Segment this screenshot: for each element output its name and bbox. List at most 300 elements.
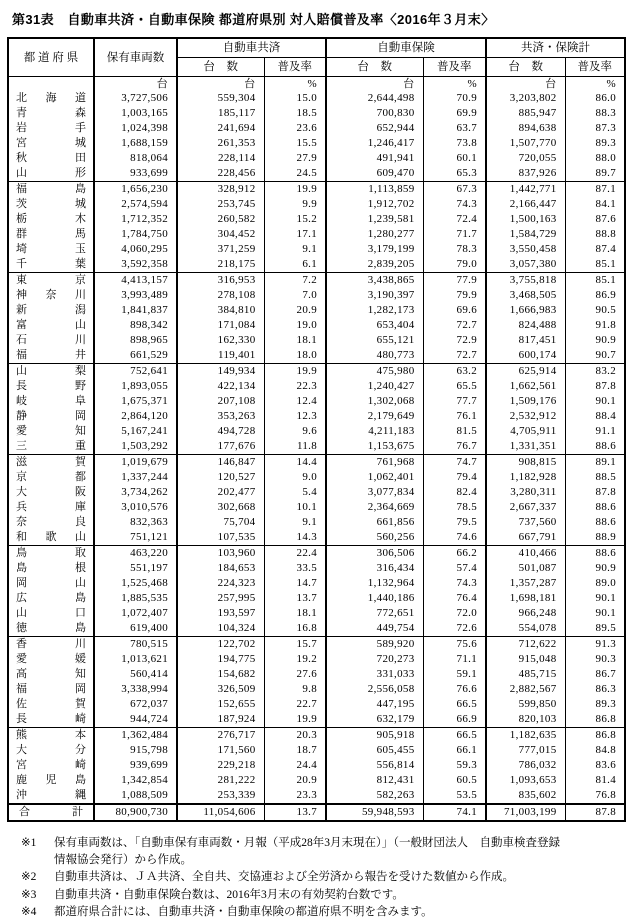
vehicle-count: 1,784,750 bbox=[94, 227, 177, 242]
prefecture-name: 山 梨 bbox=[16, 365, 86, 377]
total-count: 3,755,818 bbox=[486, 273, 565, 289]
vehicle-count: 463,220 bbox=[94, 546, 177, 562]
vehicle-count: 1,893,055 bbox=[94, 379, 177, 394]
hoken-count: 316,434 bbox=[326, 561, 423, 576]
prefecture-name: 滋 賀 bbox=[16, 456, 86, 468]
kyosai-rate: 9.6 bbox=[264, 424, 326, 439]
vehicle-count: 1,885,535 bbox=[94, 591, 177, 606]
vehicle-count: 2,864,120 bbox=[94, 409, 177, 424]
kyosai-rate: 14.3 bbox=[264, 530, 326, 546]
prefecture-name: 山 口 bbox=[16, 607, 86, 619]
hoken-count: 306,506 bbox=[326, 546, 423, 562]
kyosai-count: 241,694 bbox=[177, 121, 264, 136]
total-rate: 88.5 bbox=[565, 470, 625, 485]
vehicle-count: 1,013,621 bbox=[94, 652, 177, 667]
kyosai-count: 228,456 bbox=[177, 166, 264, 182]
total-rate: 88.9 bbox=[565, 530, 625, 546]
hoken-rate: 79.9 bbox=[423, 288, 486, 303]
kyosai-rate: 18.5 bbox=[264, 106, 326, 121]
total-count: 667,791 bbox=[486, 530, 565, 546]
kyosai-count: 261,353 bbox=[177, 136, 264, 151]
hoken-count: 1,440,186 bbox=[326, 591, 423, 606]
hoken-count: 905,918 bbox=[326, 728, 423, 744]
vehicle-count: 619,400 bbox=[94, 621, 177, 637]
kyosai-count: 207,108 bbox=[177, 394, 264, 409]
kyosai-count: 120,527 bbox=[177, 470, 264, 485]
prefecture-name: 岡 山 bbox=[16, 577, 86, 589]
kyosai-rate: 24.5 bbox=[264, 166, 326, 182]
total-rate: 87.6 bbox=[565, 212, 625, 227]
kyosai-count: 103,960 bbox=[177, 546, 264, 562]
hoken-count: 653,404 bbox=[326, 318, 423, 333]
table-row bbox=[8, 576, 625, 591]
kyosai-count: 152,655 bbox=[177, 697, 264, 712]
total-rate: 86.0 bbox=[565, 91, 625, 106]
hoken-count: 449,754 bbox=[326, 621, 423, 637]
kyosai-count: 119,401 bbox=[177, 348, 264, 364]
kyosai-count: 260,582 bbox=[177, 212, 264, 227]
kyosai-rate: 14.7 bbox=[264, 576, 326, 591]
total-rate: 88.4 bbox=[565, 409, 625, 424]
total-count: 1,357,287 bbox=[486, 576, 565, 591]
kyosai-rate: 9.1 bbox=[264, 515, 326, 530]
kyosai-rate: 33.5 bbox=[264, 561, 326, 576]
kyosai-rate: 17.1 bbox=[264, 227, 326, 242]
table-row bbox=[8, 455, 625, 471]
table-row bbox=[8, 743, 625, 758]
kyosai-count: 177,676 bbox=[177, 439, 264, 455]
col-header-kyosai-count: 台 数 bbox=[177, 58, 264, 77]
hoken-count: 447,195 bbox=[326, 697, 423, 712]
kyosai-count: 187,924 bbox=[177, 712, 264, 728]
table-row bbox=[8, 121, 625, 136]
total-rate: 90.9 bbox=[565, 333, 625, 348]
hoken-rate: 82.4 bbox=[423, 485, 486, 500]
total-rate: 86.8 bbox=[565, 712, 625, 728]
note-item bbox=[21, 904, 625, 921]
prefecture-name: 新 潟 bbox=[16, 304, 86, 316]
prefecture-name: 熊 本 bbox=[16, 729, 86, 741]
hoken-rate: 57.4 bbox=[423, 561, 486, 576]
vehicle-count: 1,337,244 bbox=[94, 470, 177, 485]
col-header-hoken-count: 台 数 bbox=[326, 58, 423, 77]
table-title: 第31表 自動車共済・自動車保険 都道府県別 対人賠償普及率〈2016年３月末〉 bbox=[12, 12, 495, 27]
hoken-rate: 70.9 bbox=[423, 91, 486, 106]
vehicle-count: 3,010,576 bbox=[94, 500, 177, 515]
total-rate: 86.9 bbox=[565, 288, 625, 303]
total-rate: 89.5 bbox=[565, 621, 625, 637]
table-row bbox=[8, 712, 625, 728]
kyosai-rate: 11.8 bbox=[264, 439, 326, 455]
total-count: 3,280,311 bbox=[486, 485, 565, 500]
table-row bbox=[8, 682, 625, 697]
kyosai-rate: 20.9 bbox=[264, 773, 326, 788]
table-row bbox=[8, 197, 625, 212]
hoken-rate: 78.5 bbox=[423, 500, 486, 515]
hoken-count: 1,239,581 bbox=[326, 212, 423, 227]
hoken-count: 1,912,702 bbox=[326, 197, 423, 212]
kyosai-rate: 22.3 bbox=[264, 379, 326, 394]
total-rate: 89.7 bbox=[565, 166, 625, 182]
vehicle-count: 1,675,371 bbox=[94, 394, 177, 409]
total-count: 3,550,458 bbox=[486, 242, 565, 257]
total-count: 2,166,447 bbox=[486, 197, 565, 212]
table-row bbox=[8, 409, 625, 424]
total-rate: 90.7 bbox=[565, 348, 625, 364]
kyosai-rate: 6.1 bbox=[264, 257, 326, 273]
hoken-rate: 66.9 bbox=[423, 712, 486, 728]
kyosai-count: 326,509 bbox=[177, 682, 264, 697]
total-count: 1,182,928 bbox=[486, 470, 565, 485]
hoken-rate: 66.1 bbox=[423, 743, 486, 758]
vehicle-count: 551,197 bbox=[94, 561, 177, 576]
hoken-rate: 76.7 bbox=[423, 439, 486, 455]
total-row bbox=[8, 804, 625, 821]
kyosai-count: 162,330 bbox=[177, 333, 264, 348]
kyosai-count: 384,810 bbox=[177, 303, 264, 318]
kyosai-rate: 27.9 bbox=[264, 151, 326, 166]
table-row bbox=[8, 621, 625, 637]
kyosai-rate: 13.7 bbox=[264, 591, 326, 606]
table-row bbox=[8, 788, 625, 804]
total-count: 501,087 bbox=[486, 561, 565, 576]
prefecture-name: 長 崎 bbox=[16, 713, 86, 725]
prefecture-name: 岩 手 bbox=[16, 122, 86, 134]
total-rate: 81.4 bbox=[565, 773, 625, 788]
hoken-count: 2,644,498 bbox=[326, 91, 423, 106]
vehicle-count: 5,167,241 bbox=[94, 424, 177, 439]
table-row bbox=[8, 515, 625, 530]
note-item bbox=[21, 887, 625, 904]
prefecture-name: 大 分 bbox=[16, 744, 86, 756]
total-rate: 90.1 bbox=[565, 394, 625, 409]
vehicle-count: 1,072,407 bbox=[94, 606, 177, 621]
kyosai-count: 11,054,606 bbox=[177, 804, 264, 821]
note-text: 自動車共済は、ＪＡ共済、全自共、交協連および全労済から報告を受けた数値から作成。 bbox=[54, 871, 514, 883]
total-rate: 88.8 bbox=[565, 227, 625, 242]
total-count: 820,103 bbox=[486, 712, 565, 728]
notes bbox=[7, 835, 625, 921]
table-row bbox=[8, 288, 625, 303]
kyosai-rate: 15.2 bbox=[264, 212, 326, 227]
hoken-count: 582,263 bbox=[326, 788, 423, 804]
kyosai-count: 302,668 bbox=[177, 500, 264, 515]
vehicle-count: 1,362,484 bbox=[94, 728, 177, 744]
hoken-count: 661,856 bbox=[326, 515, 423, 530]
vehicle-count: 672,037 bbox=[94, 697, 177, 712]
kyosai-count: 253,339 bbox=[177, 788, 264, 804]
kyosai-rate: 18.7 bbox=[264, 743, 326, 758]
total-count: 908,815 bbox=[486, 455, 565, 471]
hoken-rate: 74.3 bbox=[423, 576, 486, 591]
total-rate: 83.6 bbox=[565, 758, 625, 773]
table-row bbox=[8, 470, 625, 485]
kyosai-rate: 19.0 bbox=[264, 318, 326, 333]
unit-total-rate: % bbox=[565, 77, 625, 92]
prefecture-name: 佐 賀 bbox=[16, 698, 86, 710]
kyosai-count: 202,477 bbox=[177, 485, 264, 500]
hoken-rate: 79.0 bbox=[423, 257, 486, 273]
prefecture-name: 神 奈 川 bbox=[16, 289, 86, 301]
hoken-count: 475,980 bbox=[326, 364, 423, 380]
total-count: 1,698,181 bbox=[486, 591, 565, 606]
vehicle-count: 1,024,398 bbox=[94, 121, 177, 136]
kyosai-rate: 19.9 bbox=[264, 712, 326, 728]
vehicle-count: 3,592,358 bbox=[94, 257, 177, 273]
vehicle-count: 944,724 bbox=[94, 712, 177, 728]
kyosai-rate: 19.2 bbox=[264, 652, 326, 667]
hoken-count: 2,364,669 bbox=[326, 500, 423, 515]
note-label: ※2 bbox=[21, 871, 37, 883]
prefecture-name: 鹿 児 島 bbox=[16, 774, 86, 786]
table-row bbox=[8, 530, 625, 546]
kyosai-rate: 13.7 bbox=[264, 804, 326, 821]
total-count: 1,093,653 bbox=[486, 773, 565, 788]
table-row bbox=[8, 394, 625, 409]
prefecture-name: 鳥 取 bbox=[16, 547, 86, 559]
kyosai-count: 154,682 bbox=[177, 667, 264, 682]
prefecture-name: 秋 田 bbox=[16, 152, 86, 164]
total-count: 2,882,567 bbox=[486, 682, 565, 697]
kyosai-count: 257,995 bbox=[177, 591, 264, 606]
vehicle-count: 3,993,489 bbox=[94, 288, 177, 303]
total-rate: 86.3 bbox=[565, 682, 625, 697]
vehicle-count: 3,734,262 bbox=[94, 485, 177, 500]
unit-empty bbox=[8, 77, 94, 92]
hoken-count: 1,153,675 bbox=[326, 439, 423, 455]
hoken-rate: 71.1 bbox=[423, 652, 486, 667]
hoken-rate: 65.5 bbox=[423, 379, 486, 394]
kyosai-rate: 16.8 bbox=[264, 621, 326, 637]
hoken-count: 2,179,649 bbox=[326, 409, 423, 424]
hoken-count: 3,438,865 bbox=[326, 273, 423, 289]
kyosai-count: 104,324 bbox=[177, 621, 264, 637]
col-header-vehicles: 保有車両数 bbox=[94, 38, 177, 77]
unit-kyosai-rate: % bbox=[264, 77, 326, 92]
hoken-count: 556,814 bbox=[326, 758, 423, 773]
total-count: 1,666,983 bbox=[486, 303, 565, 318]
prefecture-name: 福 島 bbox=[16, 183, 86, 195]
hoken-rate: 59.1 bbox=[423, 667, 486, 682]
prefecture-name: 岐 阜 bbox=[16, 395, 86, 407]
vehicle-count: 752,641 bbox=[94, 364, 177, 380]
total-rate: 91.3 bbox=[565, 637, 625, 653]
kyosai-rate: 22.7 bbox=[264, 697, 326, 712]
hoken-rate: 76.1 bbox=[423, 409, 486, 424]
total-rate: 88.6 bbox=[565, 500, 625, 515]
hoken-count: 652,944 bbox=[326, 121, 423, 136]
hoken-count: 2,839,205 bbox=[326, 257, 423, 273]
total-rate: 87.8 bbox=[565, 485, 625, 500]
total-count: 1,509,176 bbox=[486, 394, 565, 409]
vehicle-count: 1,712,352 bbox=[94, 212, 177, 227]
kyosai-count: 218,175 bbox=[177, 257, 264, 273]
kyosai-count: 224,323 bbox=[177, 576, 264, 591]
hoken-count: 589,920 bbox=[326, 637, 423, 653]
table-row bbox=[8, 485, 625, 500]
note-text: 自動車共済・自動車保険台数は、2016年3月末の有効契約台数です。 bbox=[54, 888, 404, 901]
hoken-rate: 63.2 bbox=[423, 364, 486, 380]
hoken-rate: 66.5 bbox=[423, 728, 486, 744]
total-count: 599,850 bbox=[486, 697, 565, 712]
hoken-rate: 79.4 bbox=[423, 470, 486, 485]
table-row bbox=[8, 212, 625, 227]
kyosai-rate: 24.4 bbox=[264, 758, 326, 773]
vehicle-count: 1,019,679 bbox=[94, 455, 177, 471]
col-group-total: 共済・保険計 bbox=[486, 38, 625, 58]
kyosai-rate: 9.9 bbox=[264, 197, 326, 212]
total-rate: 86.8 bbox=[565, 728, 625, 744]
hoken-count: 4,211,183 bbox=[326, 424, 423, 439]
kyosai-count: 184,653 bbox=[177, 561, 264, 576]
total-rate: 88.6 bbox=[565, 439, 625, 455]
hoken-rate: 77.9 bbox=[423, 273, 486, 289]
total-count: 777,015 bbox=[486, 743, 565, 758]
kyosai-count: 422,134 bbox=[177, 379, 264, 394]
vehicle-count: 915,798 bbox=[94, 743, 177, 758]
table-row bbox=[8, 606, 625, 621]
vehicle-count: 1,841,837 bbox=[94, 303, 177, 318]
hoken-count: 331,033 bbox=[326, 667, 423, 682]
table-row bbox=[8, 106, 625, 121]
kyosai-rate: 23.3 bbox=[264, 788, 326, 804]
hoken-rate: 66.5 bbox=[423, 697, 486, 712]
kyosai-count: 229,218 bbox=[177, 758, 264, 773]
total-count: 817,451 bbox=[486, 333, 565, 348]
table-row bbox=[8, 652, 625, 667]
prefecture-name: 群 馬 bbox=[16, 228, 86, 240]
table-row bbox=[8, 91, 625, 106]
kyosai-count: 278,108 bbox=[177, 288, 264, 303]
prefecture-name: 千 葉 bbox=[16, 258, 86, 270]
total-rate: 85.1 bbox=[565, 273, 625, 289]
note-label: ※3 bbox=[21, 888, 37, 901]
hoken-count: 2,556,058 bbox=[326, 682, 423, 697]
table-row bbox=[8, 637, 625, 653]
table-row bbox=[8, 166, 625, 182]
total-count: 3,203,802 bbox=[486, 91, 565, 106]
total-count: 625,914 bbox=[486, 364, 565, 380]
vehicle-count: 560,414 bbox=[94, 667, 177, 682]
kyosai-rate: 22.4 bbox=[264, 546, 326, 562]
prefecture-name: 栃 木 bbox=[16, 213, 86, 225]
stats-table bbox=[7, 37, 626, 822]
prefecture-name: 茨 城 bbox=[16, 198, 86, 210]
vehicle-count: 939,699 bbox=[94, 758, 177, 773]
kyosai-rate: 10.1 bbox=[264, 500, 326, 515]
table-row bbox=[8, 273, 625, 289]
kyosai-count: 228,114 bbox=[177, 151, 264, 166]
total-count: 966,248 bbox=[486, 606, 565, 621]
kyosai-count: 328,912 bbox=[177, 182, 264, 198]
col-header-total-count: 台 数 bbox=[486, 58, 565, 77]
total-rate: 90.5 bbox=[565, 303, 625, 318]
total-count: 915,048 bbox=[486, 652, 565, 667]
col-group-hoken: 自動車保険 bbox=[326, 38, 486, 58]
total-rate: 87.8 bbox=[565, 379, 625, 394]
total-count: 600,174 bbox=[486, 348, 565, 364]
hoken-count: 1,113,859 bbox=[326, 182, 423, 198]
total-count: 410,466 bbox=[486, 546, 565, 562]
prefecture-name: 宮 崎 bbox=[16, 759, 86, 771]
hoken-count: 1,062,401 bbox=[326, 470, 423, 485]
vehicle-count: 1,688,159 bbox=[94, 136, 177, 151]
total-count: 1,500,163 bbox=[486, 212, 565, 227]
prefecture-name: 福 井 bbox=[16, 349, 86, 361]
total-count: 1,662,561 bbox=[486, 379, 565, 394]
table-row bbox=[8, 439, 625, 455]
table-row bbox=[8, 318, 625, 333]
kyosai-rate: 5.4 bbox=[264, 485, 326, 500]
hoken-rate: 67.3 bbox=[423, 182, 486, 198]
vehicle-count: 780,515 bbox=[94, 637, 177, 653]
prefecture-name: 埼 玉 bbox=[16, 243, 86, 255]
prefecture-name: 香 川 bbox=[16, 638, 86, 650]
hoken-count: 3,190,397 bbox=[326, 288, 423, 303]
total-rate: 90.3 bbox=[565, 652, 625, 667]
kyosai-rate: 19.9 bbox=[264, 182, 326, 198]
prefecture-name: 三 重 bbox=[16, 440, 86, 452]
unit-hoken-rate: % bbox=[423, 77, 486, 92]
total-rate: 88.3 bbox=[565, 106, 625, 121]
vehicle-count: 4,413,157 bbox=[94, 273, 177, 289]
col-header-hoken-rate: 普及率 bbox=[423, 58, 486, 77]
table-row bbox=[8, 424, 625, 439]
vehicle-count: 898,965 bbox=[94, 333, 177, 348]
kyosai-rate: 12.4 bbox=[264, 394, 326, 409]
total-rate: 87.4 bbox=[565, 242, 625, 257]
prefecture-name: 高 知 bbox=[16, 668, 86, 680]
hoken-rate: 59.3 bbox=[423, 758, 486, 773]
note-label: ※1 bbox=[21, 837, 37, 849]
col-header-kyosai-rate: 普及率 bbox=[264, 58, 326, 77]
total-rate: 88.0 bbox=[565, 151, 625, 166]
hoken-count: 812,431 bbox=[326, 773, 423, 788]
table-row bbox=[8, 242, 625, 257]
table-row bbox=[8, 591, 625, 606]
vehicle-count: 661,529 bbox=[94, 348, 177, 364]
prefecture-name: 京 都 bbox=[16, 471, 86, 483]
table-row bbox=[8, 500, 625, 515]
total-rate: 90.1 bbox=[565, 591, 625, 606]
kyosai-rate: 7.2 bbox=[264, 273, 326, 289]
total-rate: 83.2 bbox=[565, 364, 625, 380]
table-row bbox=[8, 227, 625, 242]
hoken-count: 655,121 bbox=[326, 333, 423, 348]
hoken-count: 1,282,173 bbox=[326, 303, 423, 318]
kyosai-rate: 15.5 bbox=[264, 136, 326, 151]
hoken-count: 491,941 bbox=[326, 151, 423, 166]
total-rate: 90.9 bbox=[565, 561, 625, 576]
hoken-rate: 72.9 bbox=[423, 333, 486, 348]
prefecture-name: 島 根 bbox=[16, 562, 86, 574]
kyosai-count: 193,597 bbox=[177, 606, 264, 621]
vehicle-count: 3,727,506 bbox=[94, 91, 177, 106]
vehicle-count: 1,656,230 bbox=[94, 182, 177, 198]
table-row bbox=[8, 151, 625, 166]
table-row bbox=[8, 333, 625, 348]
vehicle-count: 1,503,292 bbox=[94, 439, 177, 455]
total-rate: 89.0 bbox=[565, 576, 625, 591]
prefecture-name: 北 海 道 bbox=[16, 92, 86, 104]
kyosai-count: 494,728 bbox=[177, 424, 264, 439]
hoken-rate: 53.5 bbox=[423, 788, 486, 804]
kyosai-rate: 18.0 bbox=[264, 348, 326, 364]
hoken-count: 3,077,834 bbox=[326, 485, 423, 500]
hoken-rate: 65.3 bbox=[423, 166, 486, 182]
kyosai-rate: 9.0 bbox=[264, 470, 326, 485]
hoken-count: 3,179,199 bbox=[326, 242, 423, 257]
